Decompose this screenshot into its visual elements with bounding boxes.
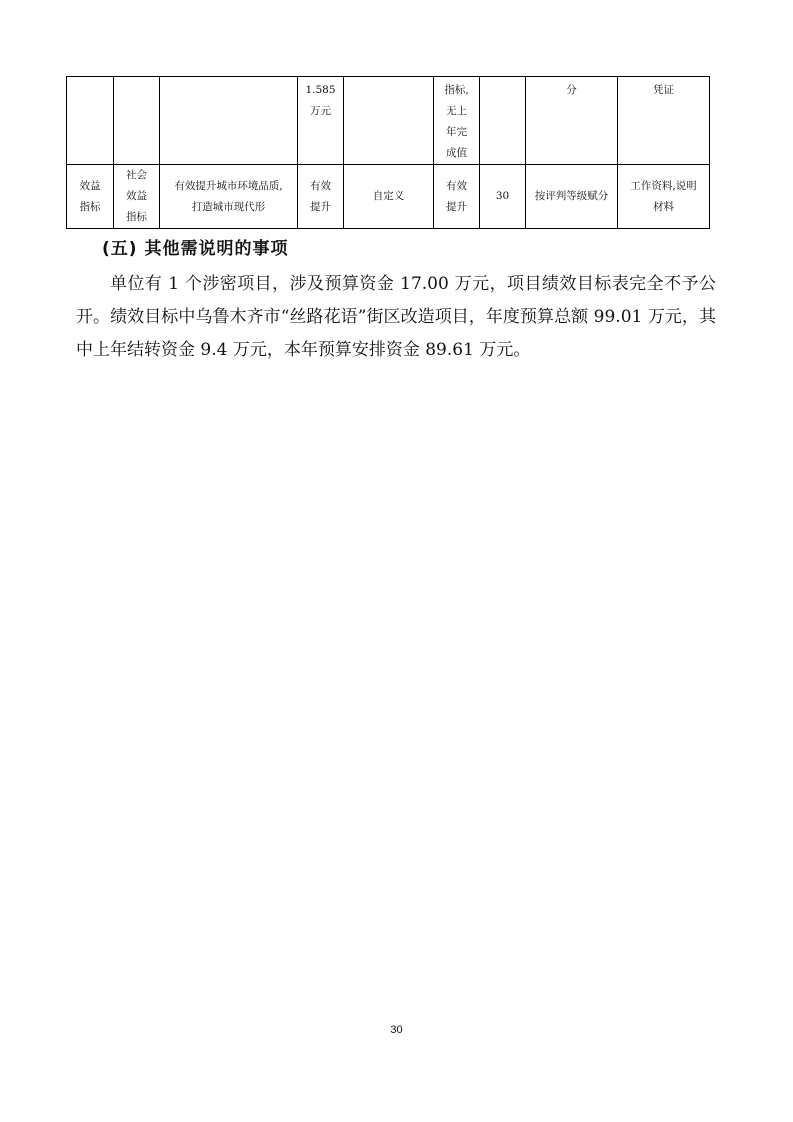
table-row [67,165,710,229]
table-cell: 有效 提升 [434,165,480,229]
table-cell: 30 [480,165,526,229]
table-row [67,77,710,165]
table-cell [480,77,526,165]
table-cell: 有效 提升 [298,165,344,229]
table-cell: 凭证 [618,77,710,165]
performance-target-table [66,76,710,229]
table-cell [67,77,114,165]
section-paragraph: 单位有 1 个涉密项目，涉及预算资金 17.00 万元，项目绩效目标表完全不予公开。绩效目标中乌鲁木齐市“丝路花语”街区改造项目，年度预算总额 99.01 万元，其中上年结转资金 9.4 万元，本年预算安排资金 89.61 万元。 [76,274,716,360]
table-cell: 按评判等级赋分 [526,165,618,229]
table-cell: 有效提升城市环境品质, 打造城市现代形 [160,165,298,229]
table-cell: 分 [526,77,618,165]
table-cell: 自定义 [344,165,434,229]
page-number: 30 [390,1024,403,1036]
table-cell [344,77,434,165]
table-cell: 效益 指标 [67,165,114,229]
table-cell [114,77,160,165]
section-heading: (五) 其他需说明的事项 [102,239,289,259]
table-cell: 社会 效益 指标 [114,165,160,229]
table-cell: 指标, 无上 年完 成值 [434,77,480,165]
table-cell: 1.585 万元 [298,77,344,165]
table-cell [160,77,298,165]
table-cell: 工作资料,说明 材料 [618,165,710,229]
